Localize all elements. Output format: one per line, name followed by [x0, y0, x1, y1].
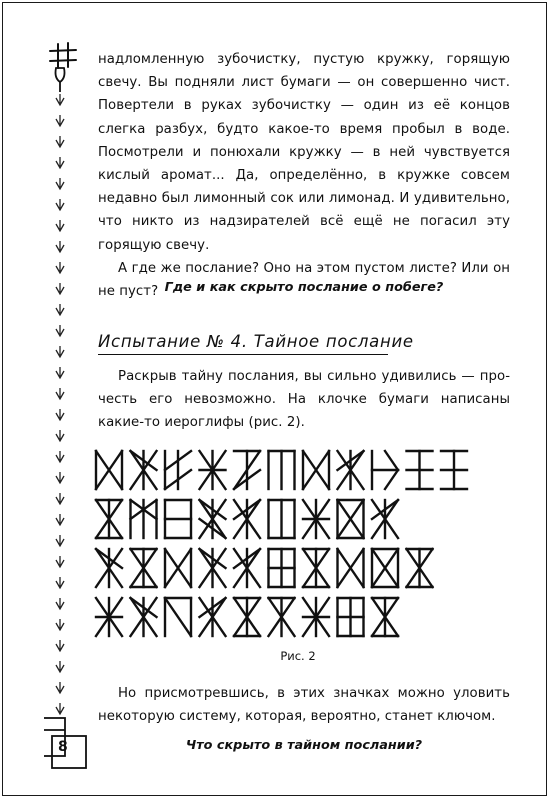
section2-intro — [98, 365, 510, 435]
cipher-glyph — [200, 549, 226, 587]
chevron-down-icon — [56, 535, 64, 546]
cipher-glyph — [338, 451, 364, 489]
cipher-glyph — [165, 451, 191, 489]
chevron-down-icon — [56, 472, 64, 483]
arrow-line — [56, 94, 64, 714]
chevron-down-icon — [56, 619, 64, 630]
chevron-down-icon — [56, 220, 64, 231]
cipher-glyph — [234, 451, 260, 489]
chevron-down-icon — [56, 115, 64, 126]
cipher-glyph — [131, 549, 157, 587]
chevron-down-icon — [56, 430, 64, 441]
cipher-glyph — [372, 500, 398, 538]
cipher-glyph — [96, 598, 122, 636]
cipher-glyph — [303, 549, 329, 587]
cipher-glyph — [338, 598, 364, 636]
cipher-glyph — [303, 500, 329, 538]
cipher-glyph — [269, 451, 295, 489]
cipher-glyph — [165, 598, 191, 636]
paragraph: Но присмотревшись, в этих значках можно уловить некоторую систему, которая, вероятно, станет ключом. — [98, 686, 510, 725]
cipher-glyph — [269, 598, 295, 636]
section2-outro — [98, 682, 510, 728]
chevron-down-icon — [56, 136, 64, 147]
chevron-down-icon — [56, 157, 64, 168]
chevron-down-icon — [56, 178, 64, 189]
paragraph: А где же послание? Оно на этом пустом листе? Или он не пуст? — [98, 260, 510, 300]
chevron-down-icon — [56, 283, 64, 294]
section-title: Испытание № 4. Тайное послание — [98, 331, 388, 355]
cipher-glyph — [303, 451, 329, 489]
chevron-down-icon — [56, 409, 64, 420]
cipher-glyph — [269, 549, 295, 587]
cipher-glyph — [372, 451, 398, 489]
chevron-down-icon — [56, 451, 64, 462]
chevron-down-icon — [56, 241, 64, 252]
cipher-glyph — [200, 500, 226, 538]
chevron-down-icon — [56, 598, 64, 609]
chevron-down-icon — [56, 556, 64, 567]
chevron-down-icon — [56, 346, 64, 357]
cipher-glyph — [407, 549, 433, 587]
cipher-glyph — [131, 500, 157, 538]
cipher-glyph — [234, 598, 260, 636]
paragraph: надломленную зубочистку, пустую кружку, горящую свечу. Вы подняли лист бумаги — он совершенно чист. Повертели в руках зубочистку — один из её концов слегка разбух, будто какое-то время пробыл в воде. Посмотрели и понюхали кружку — в ней чувствуется кислый аромат... Да, определённо, в кружке совсем недавно был лимонный сок или лимонад. И удивительно, что никто из надзирателей всё ещё не погасил эту горящую свечу. — [98, 52, 510, 253]
cipher-glyph — [131, 451, 157, 489]
chevron-down-icon — [56, 682, 64, 693]
section1-text — [98, 48, 510, 303]
chevron-down-icon — [56, 367, 64, 378]
chevron-down-icon — [56, 661, 64, 672]
cipher-glyph — [441, 451, 467, 489]
chevron-down-icon — [56, 262, 64, 273]
cipher-glyphs-figure — [92, 447, 502, 645]
cipher-glyph — [96, 500, 122, 538]
chevron-down-icon — [56, 703, 64, 714]
cipher-glyph — [165, 500, 191, 538]
lightbulb-icon — [56, 68, 65, 92]
cipher-glyph — [96, 549, 122, 587]
cipher-glyph — [372, 598, 398, 636]
question-secret: Что скрыто в тайном послании? — [185, 738, 423, 753]
margin-decoration — [44, 38, 94, 788]
cipher-glyph — [165, 549, 191, 587]
cipher-glyph — [269, 500, 295, 538]
chevron-down-icon — [56, 94, 64, 105]
paragraph: Раскрыв тайну послания, вы сильно удивились — прочесть его невозможно. На клочке бумаги написаны какие-то иероглифы (рис. 2). — [98, 369, 510, 431]
cipher-glyph — [338, 549, 364, 587]
chevron-down-icon — [56, 304, 64, 315]
hashtag-icon — [50, 43, 76, 68]
chevron-down-icon — [56, 199, 64, 210]
cipher-glyph — [407, 451, 433, 489]
cipher-glyph — [338, 500, 364, 538]
cipher-glyph — [96, 451, 122, 489]
cipher-glyph — [234, 500, 260, 538]
page-number: 8 — [58, 739, 68, 755]
cipher-glyph — [234, 549, 260, 587]
cipher-glyph — [200, 598, 226, 636]
chevron-down-icon — [56, 514, 64, 525]
chevron-down-icon — [56, 388, 64, 399]
cipher-glyph — [372, 549, 398, 587]
chevron-down-icon — [56, 493, 64, 504]
chevron-down-icon — [56, 325, 64, 336]
cipher-glyph — [303, 598, 329, 636]
chevron-down-icon — [56, 577, 64, 588]
figure-caption: Рис. 2 — [280, 649, 316, 663]
question-escape: Где и как скрыто послание о побеге? — [164, 280, 444, 295]
chevron-down-icon — [56, 640, 64, 651]
cipher-glyph — [200, 451, 226, 489]
cipher-glyph — [131, 598, 157, 636]
